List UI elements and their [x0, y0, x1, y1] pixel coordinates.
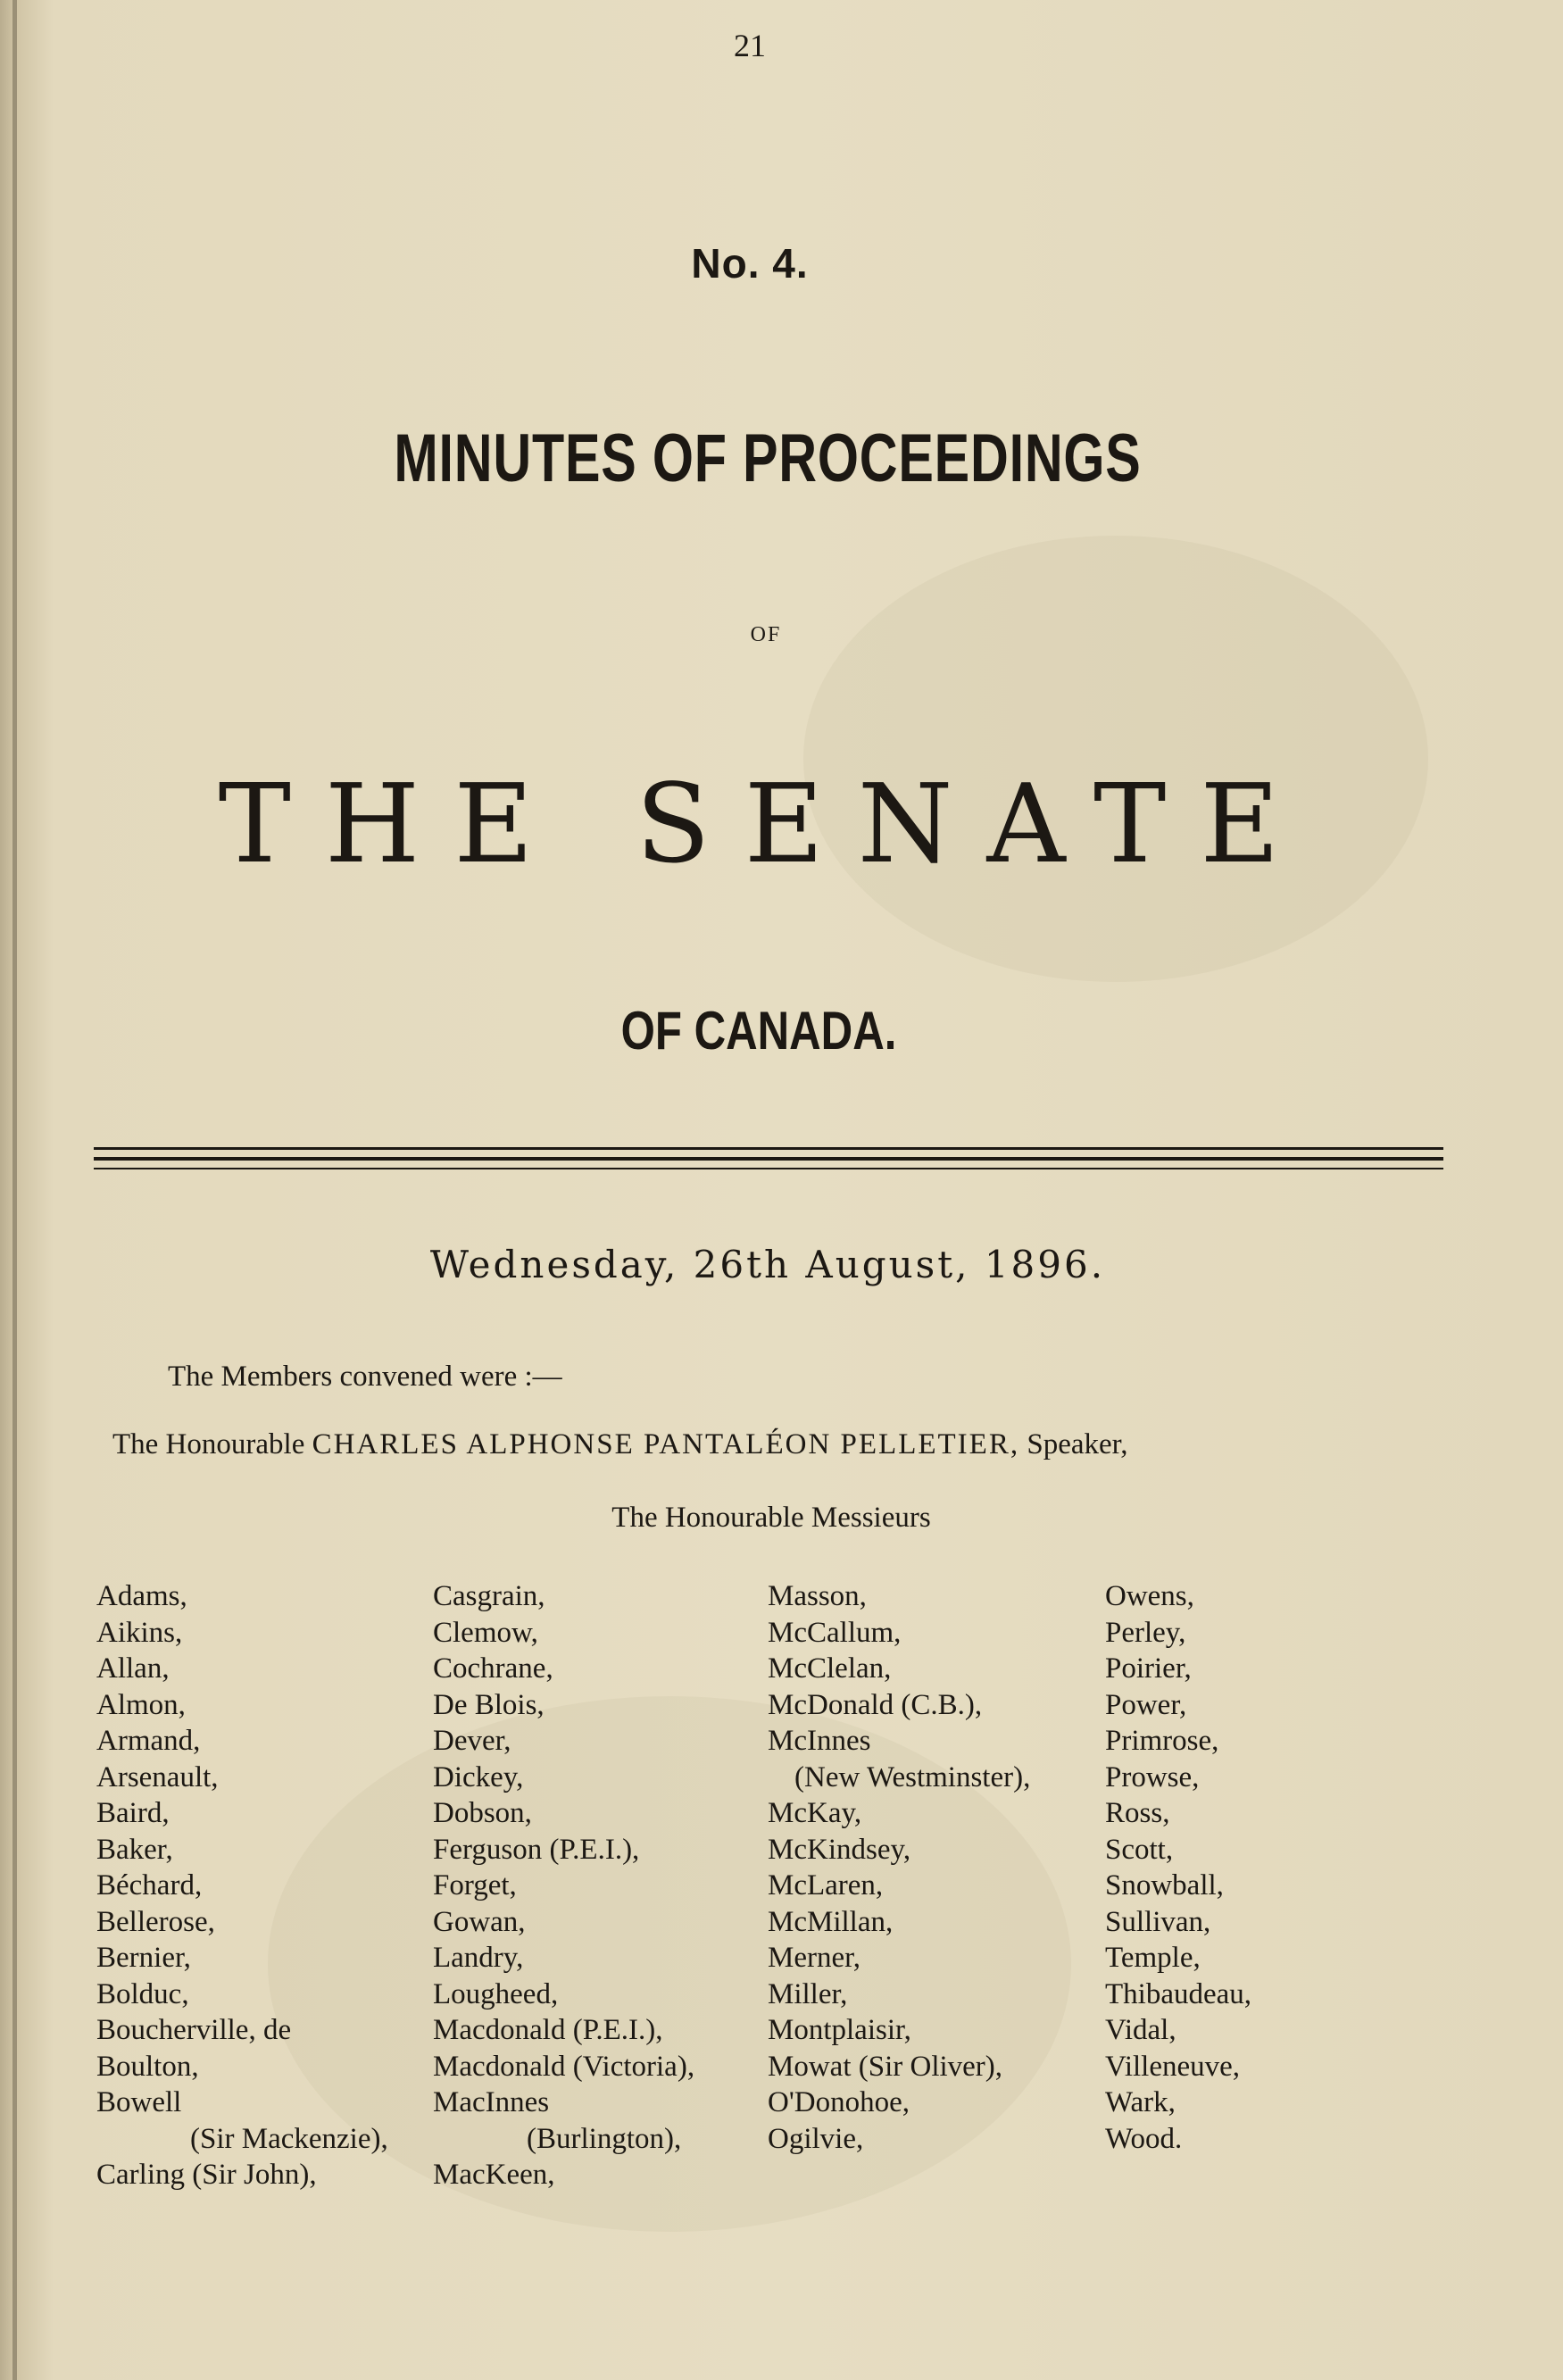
member-name: Ross,: [1105, 1797, 1170, 1829]
member-name: MacInnes: [433, 2086, 550, 2118]
binding-edge: [12, 0, 17, 2380]
speaker-role: Speaker,: [1027, 1428, 1128, 1460]
session-date: Wednesday, 26th August, 1896.: [429, 1243, 1106, 1286]
member-name: Snowball,: [1105, 1869, 1224, 1902]
member-name-continuation: (Burlington),: [527, 2122, 682, 2155]
members-column-1: [96, 1578, 388, 2193]
member-name: Clemow,: [433, 1616, 538, 1649]
member-name: Wood.: [1105, 2122, 1183, 2155]
member-name: De Blois,: [433, 1688, 545, 1721]
member-name: Masson,: [768, 1580, 867, 1612]
member-name: Arsenault,: [96, 1760, 219, 1793]
member-name: Baker,: [96, 1833, 173, 1866]
member-name: Adams,: [96, 1580, 187, 1612]
member-name: Sullivan,: [1105, 1905, 1211, 1938]
member-name: Boucherville, de: [96, 2014, 292, 2046]
member-name: Primrose,: [1105, 1725, 1219, 1757]
title-connector: OF: [750, 623, 782, 646]
member-name: Dever,: [433, 1725, 511, 1757]
member-name: Bellerose,: [96, 1905, 215, 1938]
members-heading: The Honourable Messieurs: [611, 1502, 931, 1534]
member-name: Allan,: [96, 1652, 170, 1685]
member-name: Power,: [1105, 1688, 1187, 1721]
member-name: McKindsey,: [768, 1833, 911, 1866]
members-column-3: [768, 1578, 1030, 2157]
member-name: Macdonald (P.E.I.),: [433, 2014, 663, 2046]
page-number: 21: [734, 28, 766, 63]
member-name: Baird,: [96, 1797, 170, 1829]
member-name: Carling (Sir John),: [96, 2159, 317, 2191]
member-name: Bowell: [96, 2086, 182, 2118]
member-name: Owens,: [1105, 1580, 1194, 1612]
member-name: Dickey,: [433, 1760, 524, 1793]
member-name: Mowat (Sir Oliver),: [768, 2050, 1003, 2083]
canada-title: OF CANADA.: [620, 1001, 897, 1061]
members-column-2: [433, 1578, 694, 2193]
member-name: Wark,: [1105, 2086, 1176, 2118]
member-name: Dobson,: [433, 1797, 532, 1829]
members-column-4: [1105, 1578, 1251, 2157]
member-name: MacKeen,: [433, 2159, 555, 2191]
member-name: Scott,: [1105, 1833, 1174, 1866]
member-name: Forget,: [433, 1869, 517, 1902]
divider-rule: [94, 1157, 1443, 1161]
member-name: McInnes: [768, 1725, 871, 1757]
speaker-name: CHARLES ALPHONSE PANTALÉON PELLETIER,: [312, 1428, 1020, 1460]
convened-intro: The Members convened were :—: [168, 1361, 562, 1393]
member-name: Casgrain,: [433, 1580, 545, 1612]
member-name: Montplaisir,: [768, 2014, 911, 2046]
member-name: Temple,: [1105, 1942, 1201, 1974]
member-name: Ferguson (P.E.I.),: [433, 1833, 640, 1866]
member-name: McMillan,: [768, 1905, 894, 1938]
member-name: McCallum,: [768, 1616, 902, 1649]
member-name: Almon,: [96, 1688, 186, 1721]
member-name: Boulton,: [96, 2050, 199, 2083]
member-name: McKay,: [768, 1797, 862, 1829]
member-name: Poirier,: [1105, 1652, 1192, 1685]
member-name: Bernier,: [96, 1942, 191, 1974]
member-name: Prowse,: [1105, 1760, 1200, 1793]
senate-title: THE SENATE: [218, 761, 1314, 887]
member-name: Lougheed,: [433, 1977, 559, 2010]
member-name: Thibaudeau,: [1105, 1977, 1252, 2010]
member-name: Perley,: [1105, 1616, 1186, 1649]
member-name: McDonald (C.B.),: [768, 1688, 983, 1721]
member-name-continuation: (Sir Mackenzie),: [190, 2122, 388, 2155]
divider-rule: [94, 1147, 1443, 1150]
member-name: Armand,: [96, 1725, 201, 1757]
minutes-title: MINUTES OF PROCEEDINGS: [394, 420, 1142, 496]
member-name: McLaren,: [768, 1869, 884, 1902]
speaker-prefix: The Honourable: [112, 1428, 305, 1460]
divider-rule: [94, 1168, 1443, 1169]
member-name: Aikins,: [96, 1616, 183, 1649]
issue-number-heading: No. 4.: [691, 240, 809, 287]
member-name: Merner,: [768, 1942, 861, 1974]
member-name: Ogilvie,: [768, 2122, 864, 2155]
member-name: Vidal,: [1105, 2014, 1176, 2046]
member-name: Gowan,: [433, 1905, 526, 1938]
member-name: Miller,: [768, 1977, 848, 2010]
paper-stain: [803, 536, 1428, 982]
member-name: Béchard,: [96, 1869, 203, 1902]
member-name: Landry,: [433, 1942, 524, 1974]
member-name-continuation: (New Westminster),: [794, 1760, 1031, 1793]
member-name: Villeneuve,: [1105, 2050, 1241, 2083]
member-name: Cochrane,: [433, 1652, 553, 1685]
member-name: Macdonald (Victoria),: [433, 2050, 695, 2083]
speaker-line: [112, 1428, 1128, 1461]
member-name: O'Donohoe,: [768, 2086, 910, 2118]
member-name: Bolduc,: [96, 1977, 189, 2010]
member-name: McClelan,: [768, 1652, 892, 1685]
